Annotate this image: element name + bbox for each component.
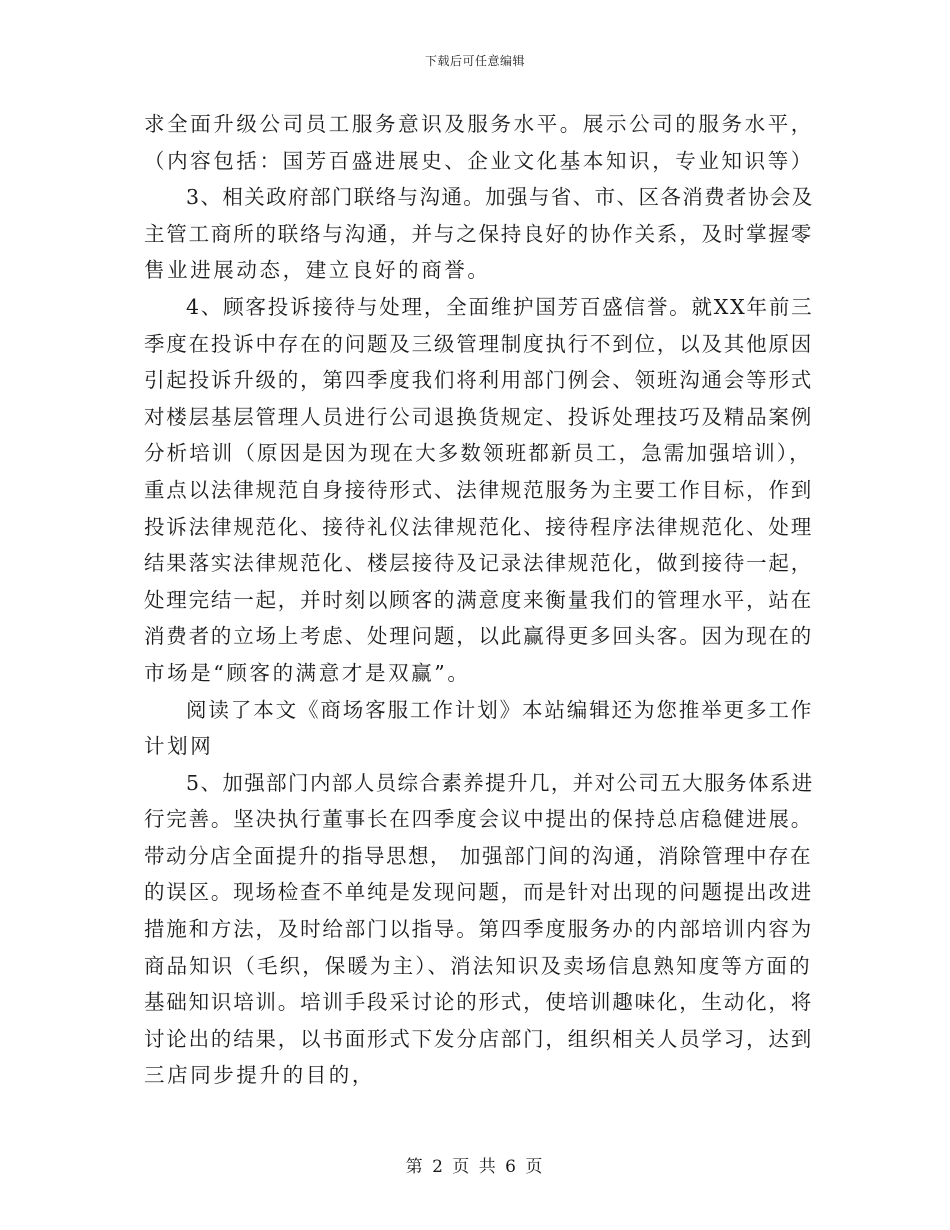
text-line: 商品知识（毛织，保暖为主）、消法知识及卖场信息熟知度等方面的	[144, 953, 812, 978]
text-line: （内容包括：国芳百盛进展史、企业文化基本知识，专业知识等）	[144, 148, 814, 173]
text-line: 讨论出的结果，以书面形式下发分店部门，组织相关人员学习，达到	[144, 1026, 813, 1051]
text-line: 的误区。现场检查不单纯是发现问题，而是针对出现的问题提出改进	[144, 880, 813, 905]
text-line: 售业进展动态，建立良好的商誉。	[144, 258, 491, 283]
text-line: 投诉法律规范化、接待礼仪法律规范化、接待程序法律规范化、处理	[144, 514, 813, 539]
text-line: 消费者的立场上考虑、处理问题，以此赢得更多回头客。因为现在的	[144, 624, 813, 649]
text-line: 求全面升级公司员工服务意识及服务水平。展示公司的服务水平，	[144, 112, 814, 136]
text-line: 5、加强部门内部人员综合素养提升几，并对公司五大服务体系进	[186, 770, 814, 795]
text-line: 处理完结一起，并时刻以顾客的满意度来衡量我们的管理水平，站在	[144, 587, 813, 612]
text-line: 市场是“顾客的满意才是双赢”。	[144, 660, 471, 685]
text-line: 阅读了本文《商场客服工作计划》本站编辑还为您推举更多工作	[186, 697, 814, 722]
text-line: 措施和方法，及时给部门以指导。第四季度服务办的内部培训内容为	[144, 917, 813, 942]
text-line: 计划网	[144, 734, 214, 759]
text-line: 主管工商所的联络与沟通，并与之保持良好的协作关系，及时掌握零	[144, 221, 813, 246]
text-line: 4、顾客投诉接待与处理，全面维护国芳百盛信誉。就XX年前三	[186, 294, 814, 319]
document-body	[144, 106, 814, 1094]
text-line: 结果落实法律规范化、楼层接待及记录法律规范化，做到接待一起，	[144, 551, 813, 576]
text-line: 基础知识培训。培训手段采讨论的形式，使培训趣味化，生动化，将	[144, 990, 813, 1015]
text-line: 行完善。坚决执行董事长在四季度会议中提出的保持总店稳健进展。	[144, 807, 813, 832]
page-header: 下载后可任意编辑	[424, 54, 525, 68]
page-footer: 第 2 页 共 6 页	[405, 1157, 545, 1177]
text-line: 季度在投诉中存在的问题及三级管理制度执行不到位，以及其他原因	[144, 331, 813, 356]
text-line: 分析培训（原因是因为现在大多数领班都新员工，急需加强培训），	[144, 441, 812, 466]
text-line: 引起投诉升级的，第四季度我们将利用部门例会、领班沟通会等形式	[144, 368, 813, 393]
text-line: 3、相关政府部门联络与沟通。加强与省、市、区各消费者协会及	[186, 185, 814, 210]
text-line: 重点以法律规范自身接待形式、法律规范服务为主要工作目标，作到	[144, 477, 813, 502]
text-line: 带动分店全面提升的指导思想， 加强部门间的沟通，消除管理中存在	[144, 843, 813, 868]
text-line: 对楼层基层管理人员进行公司退换货规定、投诉处理技巧及精品案例	[144, 404, 813, 429]
text-line: 三店同步提升的目的，	[144, 1063, 375, 1088]
